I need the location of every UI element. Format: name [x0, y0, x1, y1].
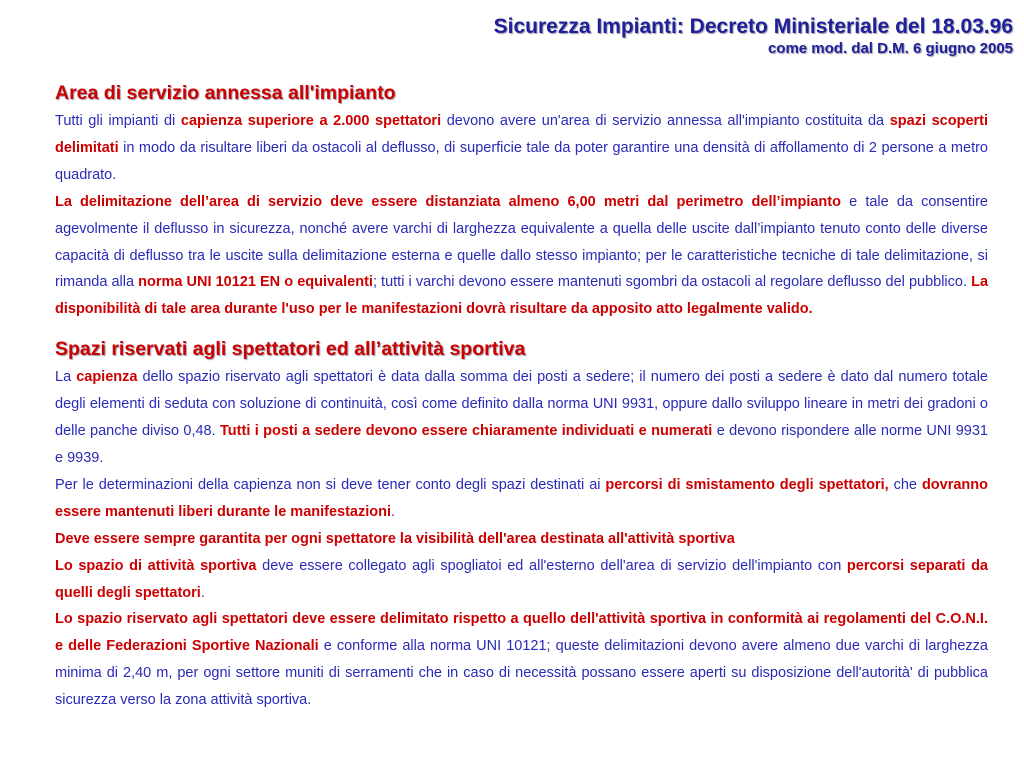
slide-title: Sicurezza Impianti: Decreto Ministeriale del 18.03.96 — [493, 15, 1013, 38]
paragraph: La capienza dello spazio riservato agli spettatori è data dalla somma dei posti a sedere; il numero dei posti a sedere è dato dal numero totale degli elementi di seduta con soluzione di continuità, così come definito dalla norma UNI 9931, oppure dallo sviluppo lineare in metri dei gradoni o delle panche diviso 0,48. Tutti i posti a sedere devono essere chiaramente individuati e numerati e devono rispondere alle norme UNI 9931 e 9939. — [55, 369, 988, 466]
slide-content — [55, 80, 988, 714]
paragraph: Per le determinazioni della capienza non si deve tener conto degli spazi destinati ai percorsi di smistamento degli spettatori, che dovranno essere mantenuti liberi durante le manifestazioni. — [55, 476, 988, 520]
section-title-area-servizio: Area di servizio annessa all'impianto — [55, 82, 396, 104]
paragraph: Tutti gli impianti di capienza superiore a 2.000 spettatori devono avere un'area di servizio annessa all'impianto costituita da spazi scoperti delimitati in modo da risultare liberi da ostacoli al deflusso, di superficie tale da poter garantire una densità di affollamento di 2 persone a metro quadrato. — [55, 113, 989, 183]
paragraph: La delimitazione dell’area di servizio deve essere distanziata almeno 6,00 metri dal perimetro dell’impianto e tale da consentire agevolmente il deflusso in sicurezza, nonché avere varchi di larghezza equivalente a quella delle uscite dall’impianto tenuto conto delle diverse capacità di deflusso tra le uscite sulla delimitazione esterna e quelle dallo stesso impianto; per le caratteristiche tecniche di tale delimitazione, si rimanda alla norma UNI 10121 EN o equivalenti; tutti i varchi devono essere mantenuti sgombri da ostacoli al regolare deflusso del pubblico. La disponibilità di tale area durante l'uso per le manifestazioni dovrà risultare da apposito atto legalmente valido. — [55, 193, 989, 318]
paragraph: Deve essere sempre garantita per ogni spettatore la visibilità dell'area destinata all'attività sportiva — [55, 530, 735, 547]
section-title-spazi-spettatori: Spazi riservati agli spettatori ed all’attività sportiva — [55, 338, 526, 361]
slide-header — [494, 14, 1013, 58]
slide-subtitle: come mod. dal D.M. 6 giugno 2005 — [767, 40, 1013, 57]
paragraph: Lo spazio riservato agli spettatori deve essere delimitato rispetto a quello dell'attività sportiva in conformità ai regolamenti del C.O.N.I. e delle Federazioni Sportive Nazionali e conforme alla norma UNI 10121; queste delimitazioni devono avere almeno due varchi di larghezza minima di 2,40 m, per ogni settore muniti di serramenti che in caso di necessità possano essere aperti su disposizione dell'autorità' di pubblica sicurezza verso la zona attività sportiva. — [55, 611, 988, 709]
section-spacer — [55, 323, 988, 336]
paragraph: Lo spazio di attività sportiva deve essere collegato agli spogliatoi ed all'esterno dell'area di servizio dell'impianto con percorsi separati da quelli degli spettatori. — [55, 557, 988, 601]
